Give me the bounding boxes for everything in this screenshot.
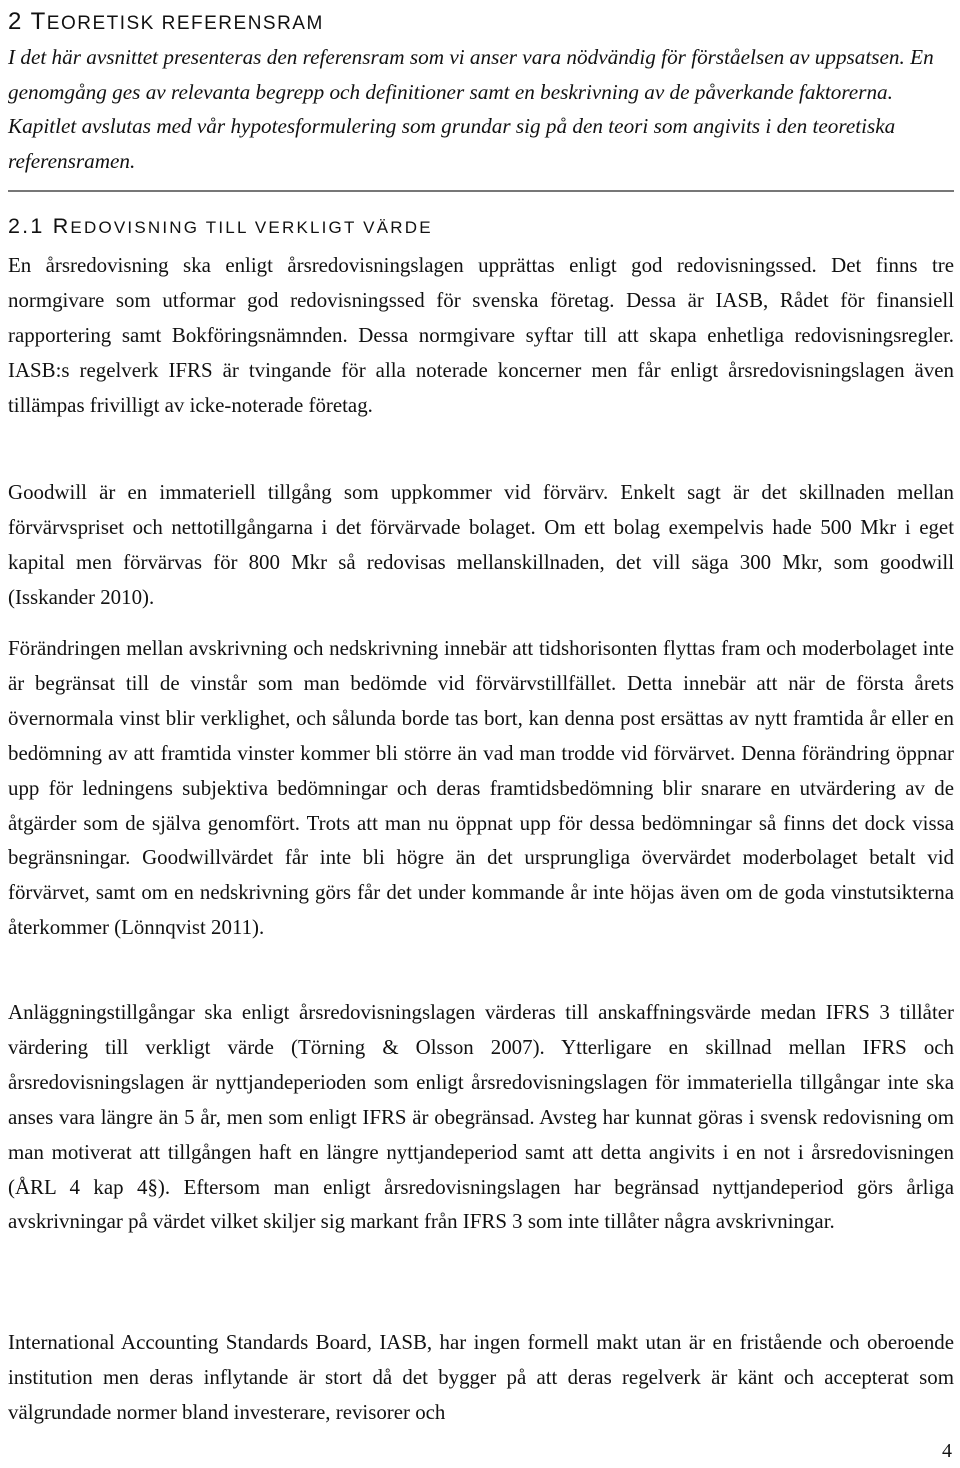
section-title-initial: R <box>52 214 71 238</box>
section-title-rest: EDOVISNING TILL VERKLIGT VÄRDE <box>70 218 433 237</box>
section-divider <box>8 190 954 192</box>
section-heading <box>8 214 433 239</box>
section-number: 2.1 <box>8 214 45 238</box>
chapter-intro: I det här avsnittet presenteras den referensram som vi anser vara nödvändig för förståelsen av uppsatsen. En genomgång ges av relevanta begrepp och definitioner samt en beskrivning av de påverkande faktorerna. Kapitlet avslutas med vår hypotesformulering som grundar sig på den teori som angivits i den teoretiska referensramen. <box>8 45 934 173</box>
chapter-heading <box>8 8 324 36</box>
chapter-title-rest: EORETISK REFERENSRAM <box>46 13 324 34</box>
chapter-title-initial: T <box>30 8 47 35</box>
body-paragraph: Goodwill är en immateriell tillgång som uppkommer vid förvärv. Enkelt sagt är det skillnaden mellan förvärvspriset och nettotillgångarna i det förvärvade bolaget. Om ett bolag exempelvis hade 500 Mkr i eget kapital men förvärvas för 800 Mkr så redovisas mellanskillnaden, det vill säga 300 Mkr, som goodwill (Isskander 2010). <box>8 480 954 609</box>
body-paragraph: En årsredovisning ska enligt årsredovisningslagen upprättas enligt god redovisningssed. Det finns tre normgivare som utformar god redovisningssed för svenska företag. Dessa är IASB, Rådet för finansiell rapportering samt Bokföringsnämnden. Dessa normgivare syftar till att skapa enhetliga redovisningsregler. IASB:s regelverk IFRS är tvingande för alla noterade koncerner men får enligt årsredovisningslagen även tillämpas frivilligt av icke-noterade företag. <box>8 253 954 417</box>
body-paragraph: International Accounting Standards Board, IASB, har ingen formell makt utan är en fristående och oberoende institution men deras inflytande är stort då det bygger på att deras regelverk är känt och accepterat som välgrundade normer bland investerare, revisorer och <box>8 1330 954 1424</box>
body-paragraph: Förändringen mellan avskrivning och nedskrivning innebär att tidshorisonten flyttas fram och moderbolaget inte är begränsat till de vinstår som man bedömde vid förvärvstillfället. Detta innebär att när de första årets övernormala vinst blir verklighet, och sålunda borde tas bort, kan denna post ersättas av nytt framtida år eller en bedömning av att framtida vinster kommer bli större än vad man trodde vid förvärvet. Denna förändring öppnar upp för ledningens subjektiva bedömningar och deras framtidsbedömning blir snarare en utvärdering av de åtgärder som de själva genomfört. Trots att man nu öppnat upp för dessa bedömningar så finns det dock vissa begränsningar. Goodwillvärdet får inte bli högre än det ursprungliga övervärdet moderbolaget betalt vid förvärvet, samt om en nedskrivning görs får det under kommande år inte höjas även om de goda vinstutsikterna återkommer (Lönnqvist 2011). <box>8 636 954 940</box>
chapter-number: 2 <box>8 8 23 35</box>
page-number: 4 <box>942 1440 952 1462</box>
body-paragraph: Anläggningstillgångar ska enligt årsredovisningslagen värderas till anskaffningsvärde medan IFRS 3 tillåter värdering till verkligt värde (Törning & Olsson 2007). Ytterligare en skillnad mellan IFRS och årsredovisningslagen är nyttjandeperioden som enligt årsredovisningslagen för immateriella tillgångar inte ska anses vara längre än 5 år, men som enligt IFRS är obegränsad. Avsteg har kunnat göras i svensk redovisning om man motiverat att tillgången haft en längre nyttjandeperiod samt att detta angivits i en not i årsredovisningen (ÅRL 4 kap 4§). Eftersom man enligt årsredovisningslagen har begränsad nyttjandeperiod görs årliga avskrivningar på värdet vilket skiljer sig markant från IFRS 3 som inte tillåter några avskrivningar. <box>8 1000 954 1234</box>
